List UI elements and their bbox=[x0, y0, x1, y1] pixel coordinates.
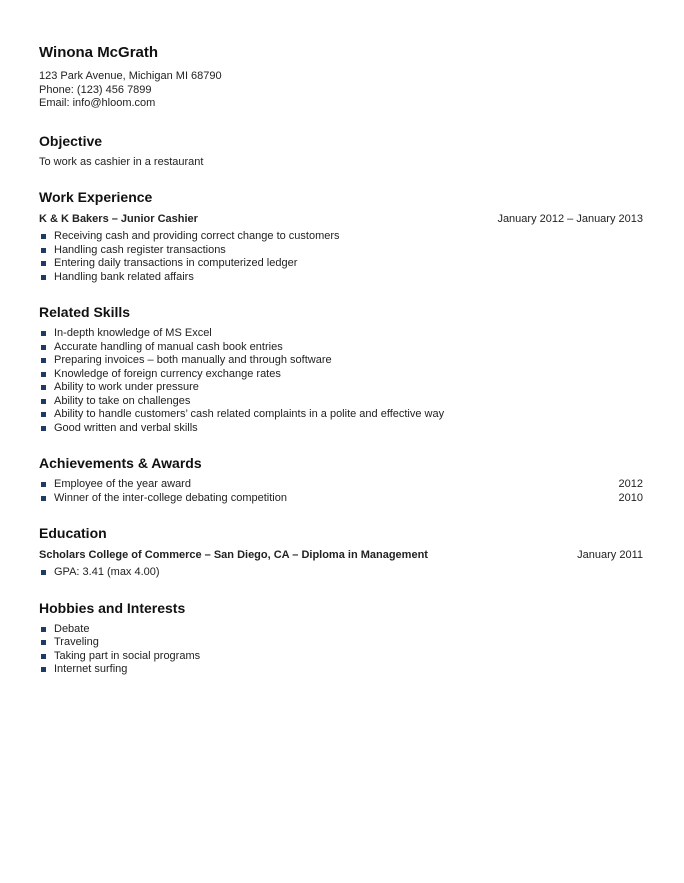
list-item bbox=[39, 408, 643, 422]
job-heading-row bbox=[39, 212, 643, 226]
list-item-text: Receiving cash and providing correct change to customers bbox=[54, 230, 340, 242]
objective-section bbox=[39, 133, 643, 170]
list-item bbox=[39, 271, 643, 285]
bullet-icon bbox=[41, 261, 46, 266]
list-item bbox=[39, 381, 643, 395]
list-item bbox=[39, 566, 643, 580]
list-item-text: Handling cash register transactions bbox=[54, 243, 226, 256]
list-item-text: Handling bank related affairs bbox=[54, 270, 194, 283]
achievement-text: Employee of the year award bbox=[54, 478, 191, 490]
bullet-icon bbox=[41, 640, 46, 645]
bullet-icon bbox=[41, 496, 46, 501]
list-item bbox=[39, 492, 643, 506]
bullet-icon bbox=[41, 412, 46, 417]
education-section bbox=[39, 525, 643, 580]
achievements-list bbox=[39, 478, 643, 505]
work-experience-section bbox=[39, 189, 643, 284]
resume-page bbox=[39, 44, 643, 677]
job-dates: January 2012 – January 2013 bbox=[497, 213, 643, 225]
list-item-text: In-depth knowledge of MS Excel bbox=[54, 327, 212, 339]
list-item bbox=[39, 636, 643, 650]
hobbies-list bbox=[39, 623, 643, 677]
achievements-section bbox=[39, 455, 643, 505]
email-line: Email: info@hloom.com bbox=[39, 97, 156, 109]
bullet-icon bbox=[41, 248, 46, 253]
list-item bbox=[39, 478, 643, 492]
list-item-text: Ability to work under pressure bbox=[54, 381, 199, 393]
skills-list bbox=[39, 327, 643, 435]
list-item bbox=[39, 341, 643, 355]
section-title: Work Experience bbox=[39, 189, 153, 205]
bullet-icon bbox=[41, 667, 46, 672]
school-heading-row bbox=[39, 548, 643, 562]
achievement-text: Winner of the inter-college debating competition bbox=[54, 491, 287, 504]
section-title: Education bbox=[39, 525, 107, 541]
list-item bbox=[39, 257, 643, 271]
list-item bbox=[39, 354, 643, 368]
bullet-icon bbox=[41, 331, 46, 336]
candidate-name: Winona McGrath bbox=[39, 44, 159, 61]
list-item-text: GPA: 3.41 (max 4.00) bbox=[54, 566, 160, 578]
list-item-text: Accurate handling of manual cash book entries bbox=[54, 340, 283, 353]
bullet-icon bbox=[41, 385, 46, 390]
hobbies-section bbox=[39, 600, 643, 677]
graduation-date: January 2011 bbox=[577, 549, 643, 561]
list-item bbox=[39, 650, 643, 664]
objective-text: To work as cashier in a restaurant bbox=[39, 155, 204, 168]
education-details-list bbox=[39, 566, 643, 580]
list-item bbox=[39, 244, 643, 258]
address-line: 123 Park Avenue, Michigan MI 68790 bbox=[39, 70, 222, 82]
list-item-text: Ability to handle customers’ cash related complaints in a polite and effective way bbox=[54, 408, 445, 420]
list-item-text: Entering daily transactions in computerized ledger bbox=[54, 257, 298, 269]
bullet-icon bbox=[41, 627, 46, 632]
achievement-year: 2012 bbox=[618, 478, 643, 490]
list-item bbox=[39, 623, 643, 637]
list-item bbox=[39, 327, 643, 341]
related-skills-section bbox=[39, 304, 643, 435]
bullet-icon bbox=[41, 234, 46, 239]
list-item-text: Taking part in social programs bbox=[54, 649, 201, 662]
section-title: Objective bbox=[39, 132, 103, 149]
bullet-icon bbox=[41, 654, 46, 659]
bullet-icon bbox=[41, 482, 46, 487]
list-item bbox=[39, 422, 643, 436]
list-item-text: Internet surfing bbox=[54, 663, 128, 675]
resume-header bbox=[39, 44, 643, 111]
bullet-icon bbox=[41, 426, 46, 431]
list-item-text: Knowledge of foreign currency exchange rates bbox=[54, 367, 281, 380]
list-item bbox=[39, 663, 643, 677]
bullet-icon bbox=[41, 345, 46, 350]
section-title: Related Skills bbox=[39, 304, 131, 320]
bullet-icon bbox=[41, 275, 46, 280]
contact-info bbox=[39, 70, 643, 111]
section-title: Achievements & Awards bbox=[39, 455, 202, 471]
list-item-text: Preparing invoices – both manually and through software bbox=[54, 354, 332, 366]
list-item bbox=[39, 230, 643, 244]
bullet-icon bbox=[41, 399, 46, 404]
list-item bbox=[39, 395, 643, 409]
list-item bbox=[39, 368, 643, 382]
achievement-year: 2010 bbox=[618, 491, 643, 504]
list-item-text: Debate bbox=[54, 622, 90, 635]
job-duties-list bbox=[39, 230, 643, 284]
list-item-text: Ability to take on challenges bbox=[54, 394, 191, 407]
section-title: Hobbies and Interests bbox=[39, 599, 186, 616]
bullet-icon bbox=[41, 358, 46, 363]
phone-line: Phone: (123) 456 7899 bbox=[39, 83, 152, 96]
list-item-text: Traveling bbox=[54, 636, 99, 648]
job-position: K & K Bakers – Junior Cashier bbox=[39, 213, 198, 225]
school-name: Scholars College of Commerce – San Diego, CA – Diploma in Management bbox=[39, 549, 428, 561]
list-item-text: Good written and verbal skills bbox=[54, 421, 198, 434]
bullet-icon bbox=[41, 372, 46, 377]
bullet-icon bbox=[41, 570, 46, 575]
